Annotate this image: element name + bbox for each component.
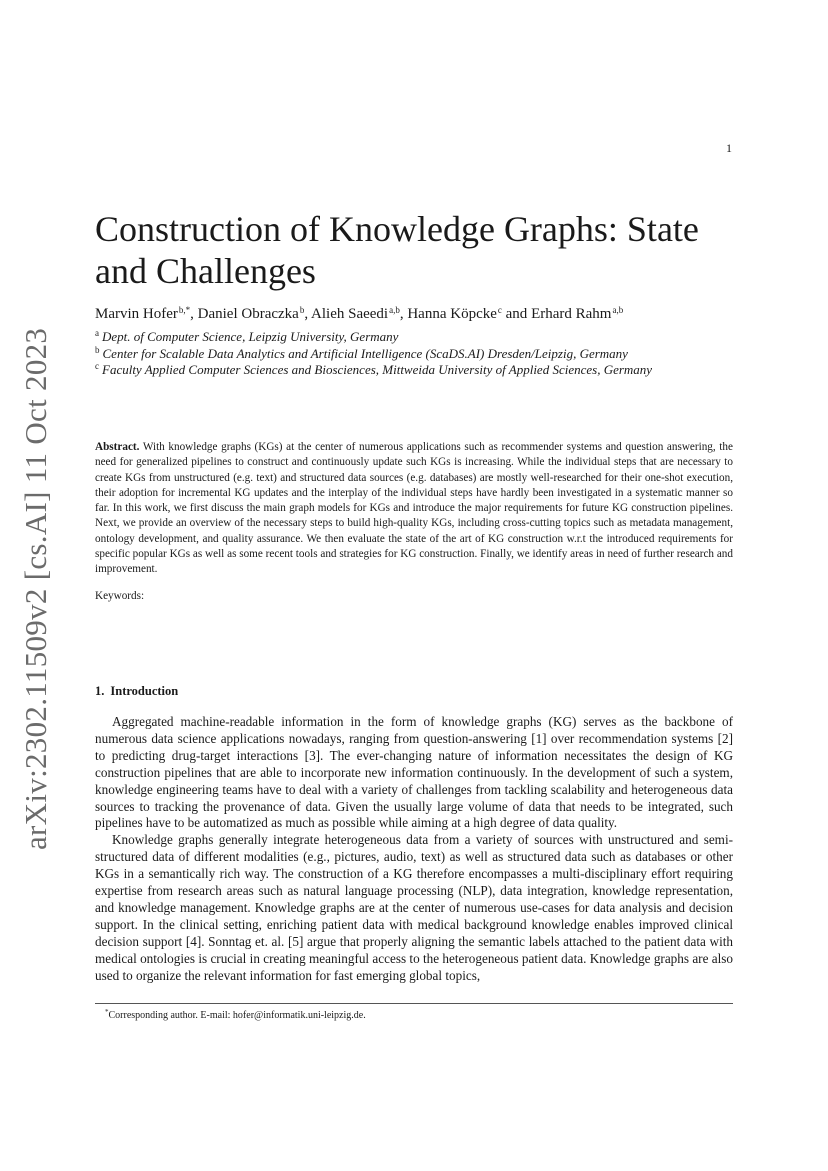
author-separator: and <box>501 306 532 322</box>
paragraph: Knowledge graphs generally integrate heterogeneous data from a variety of sources with unstructured and semi-structured data of different modalities (e.g., pictures, audio, text) as well as structured data such as databases or other KGs in a semantically rich way. The construction of a KG therefore encompasses a multi-disciplinary effort requiring expertise from research areas such as natural language processing (NLP), data integration, knowledge representation, and knowledge management. Knowledge graphs are at the center of numerous use-cases for data analysis and decision support. In the clinical setting, enriching patient data with medical background knowledge enables improved clinical decision support [4]. Sonntag et. al. [5] argue that properly aligning the semantic labels attached to the patient data with medical ontologies is crucial in creating meaningful access to the heterogeneous patient data. Knowledge graphs are also used to organize the relevant information for fast emerging global topics, <box>95 832 733 983</box>
affiliation-text: Faculty Applied Computer Sciences and Biosciences, Mittweida University of Applied Sciences, Germany <box>102 362 653 377</box>
footnote-rule <box>95 1003 733 1004</box>
author-separator: , <box>304 306 312 322</box>
author-affiliation-mark: a,b <box>612 305 624 315</box>
body-text <box>95 714 733 985</box>
page-number: 1 <box>726 141 732 155</box>
author-name: Hanna Köpcke <box>407 306 497 322</box>
section-title: Introduction <box>110 684 179 698</box>
author-separator: , <box>399 306 408 322</box>
author-affiliation-mark: b <box>299 305 305 315</box>
author-name: Alieh Saeedi <box>311 306 389 322</box>
section-heading <box>95 684 178 699</box>
section-number: 1. <box>95 684 105 698</box>
footnote-mark: * <box>105 1008 109 1016</box>
author-affiliation-mark: b,* <box>178 305 191 315</box>
affiliation-text: Dept. of Computer Science, Leipzig University, Germany <box>102 329 399 344</box>
affiliation-text: Center for Scalable Data Analytics and Artificial Intelligence (ScaDS.AI) Dresden/Leipzig, Germany <box>102 346 628 361</box>
author-list <box>95 305 623 323</box>
arxiv-identifier-stamp: arXiv:2302.11509v2 [cs.AI] 11 Oct 2023 <box>18 327 53 850</box>
affiliation <box>95 361 652 378</box>
author-name: Erhard Rahm <box>531 306 612 322</box>
affiliation-mark: c <box>95 361 99 371</box>
paragraph: Aggregated machine-readable information in the form of knowledge graphs (KG) serves as the backbone of numerous data science applications nowadays, ranging from question-answering [1] over recommendation systems [2] to predicting drug-target interactions [3]. The ever-changing nature of information necessitates the design of KG construction pipelines that are able to incorporate new information continuously. In the development of such a system, knowledge engineering teams have to deal with a variety of challenges from tackling scalability and heterogeneous data sources to tracking the provenance of data. Given the usually large volume of data that needs to be integrated, such pipelines have to be automatized as much as possible while aiming at a high degree of data quality. <box>95 714 733 831</box>
author-affiliation-mark: c <box>497 305 502 315</box>
keywords-label: Keywords: <box>95 590 145 602</box>
affiliation-mark: b <box>95 345 100 355</box>
author-name: Marvin Hofer <box>95 306 178 322</box>
paper-title: Construction of Knowledge Graphs: State and Challenges <box>95 209 699 291</box>
abstract <box>95 440 733 578</box>
footnote <box>95 1008 366 1021</box>
abstract-label: Abstract. <box>95 441 140 453</box>
author-affiliation-mark: a,b <box>389 305 400 315</box>
footnote-text: Corresponding author. E-mail: hofer@informatik.uni-leipzig.de. <box>108 1010 366 1021</box>
affiliation <box>95 328 398 345</box>
affiliation <box>95 345 628 362</box>
abstract-text: With knowledge graphs (KGs) at the center of numerous applications such as recommender systems and question answering, the need for generalized pipelines to construct and continuously update such KGs is increasing. While the individual steps that are necessary to create KGs from unstructured (e.g. text) and structured data sources (e.g. databases) are mostly well-researched for their one-shot execution, their adoption for incremental KG updates and the interplay of the individual steps have hardly been investigated in a systematic manner so far. In this work, we first discuss the main graph models for KGs and introduce the major requirements for future KG construction pipelines. Next, we provide an overview of the necessary steps to build high-quality KGs, including cross-cutting topics such as metadata management, ontology development, and quality assurance. We then evaluate the state of the art of KG construction w.r.t the introduced requirements for specific popular KGs as well as some recent tools and strategies for KG construction. Finally, we identify areas in need of further research and improvement. <box>95 441 733 576</box>
author-name: Daniel Obraczka <box>197 306 299 322</box>
author-separator: , <box>190 306 198 322</box>
affiliation-mark: a <box>95 328 99 338</box>
